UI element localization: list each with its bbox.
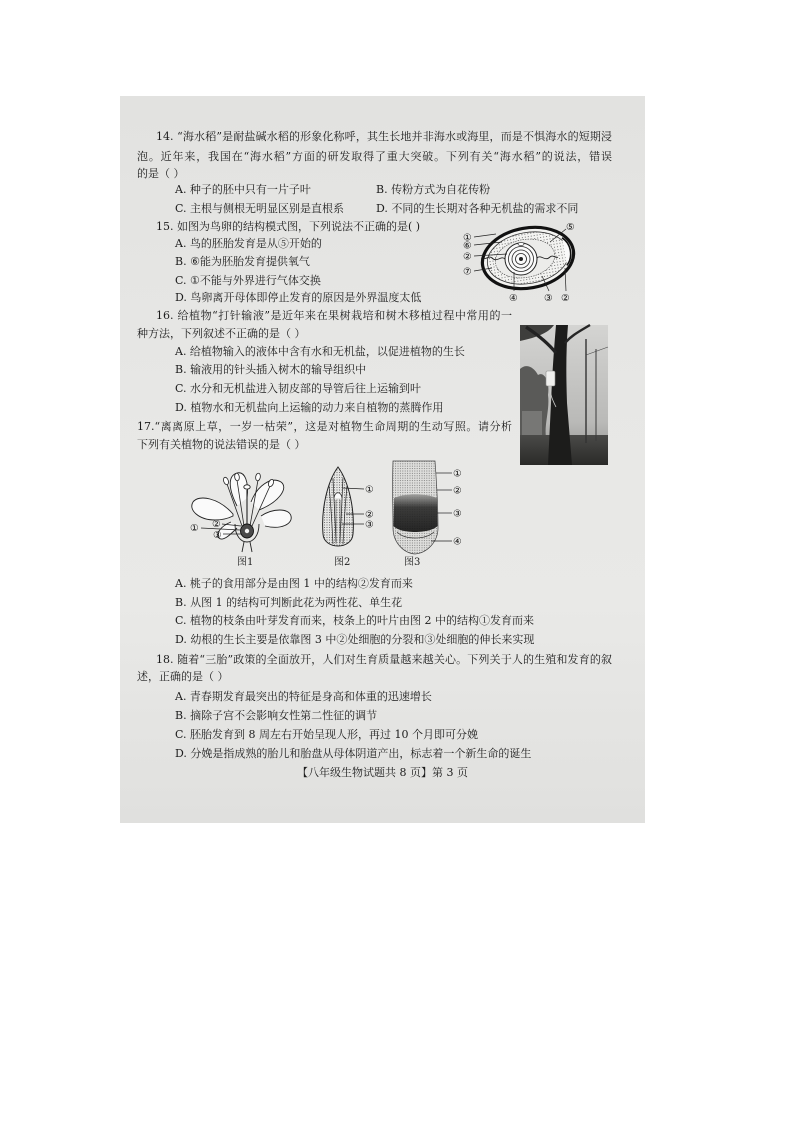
egg-label-1: ① [463, 232, 472, 244]
q18-option-b: B. 摘除子宫不会影响女性第二性征的调节 [175, 709, 378, 722]
q16-option-d: D. 植物水和无机盐向上运输的动力来自植物的蒸腾作用 [175, 401, 444, 414]
q16-stem-line-2: 种方法，下列叙述不正确的是（ ） [137, 327, 306, 340]
q17-option-b: B. 从图 1 的结构可判断此花为两性花、单生花 [175, 596, 403, 609]
photo-iv-bag [546, 371, 555, 386]
flower-label-3: ③ [213, 530, 222, 541]
root-label-2: ② [453, 485, 462, 497]
flower-section-diagram [185, 468, 297, 554]
q14-stem-line-3: 的是（ ） [137, 167, 185, 180]
page-footer: 【八年级生物试题共 8 页】第 3 页 [297, 766, 468, 779]
egg-yolk [505, 243, 537, 275]
root-dark-zone [394, 494, 438, 532]
root-label-3: ③ [453, 508, 462, 520]
q17-stem-line-2: 下列有关植物的说法错误的是（ ） [137, 438, 306, 451]
q16-option-c: C. 水分和无机盐进入韧皮部的导管后往上运输到叶 [175, 382, 422, 395]
egg-label-2-bottom: ② [561, 293, 570, 304]
q18-option-c: C. 胚胎发育到 8 周左右开始呈现人形，再过 10 个月即可分娩 [175, 728, 478, 741]
q15-option-c: C. ①不能与外界进行气体交换 [175, 274, 321, 287]
q17-option-a: A. 桃子的食用部分是由图 1 中的结构②发育而来 [175, 577, 413, 590]
egg-label-5: ⑤ [566, 222, 575, 233]
q18-stem-line-2: 述，正确的是（ ） [137, 670, 229, 683]
q15-option-d: D. 鸟卵离开母体即停止发育的原因是外界温度太低 [175, 291, 422, 304]
q18-option-a: A. 青春期发育最突出的特征是身高和体重的迅速增长 [175, 690, 432, 703]
bud-label-3: ③ [365, 519, 374, 531]
q16-option-b: B. 输液用的针头插入树木的输导组织中 [175, 363, 367, 376]
q18-stem-line-1: 18. 随着“三胎”政策的全面放开，人们对生育质量越来越关心。下列关于人的生殖和发育的叙 [156, 653, 612, 666]
figure-3-caption: 图3 [404, 557, 421, 568]
q18-option-d: D. 分娩是指成熟的胎儿和胎盘从母体阴道产出，标志着一个新生命的诞生 [175, 747, 532, 760]
q14-option-d: D. 不同的生长期对各种无机盐的需求不同 [376, 202, 579, 215]
leaf-bud-section-diagram [316, 464, 378, 556]
germinal-disc [518, 243, 524, 246]
q15-stem-line-1: 15. 如图为鸟卵的结构模式图，下列说法不正确的是( ) [156, 220, 421, 233]
tree-infusion-photo [520, 325, 608, 465]
q15-option-a: A. 鸟的胚胎发育是从⑤开始的 [175, 237, 322, 250]
egg-label-2-left: ② [463, 251, 472, 263]
figure-1-caption: 图1 [237, 557, 254, 568]
bud-label-2: ② [365, 509, 374, 521]
q17-option-c: C. 植物的枝条由叶芽发育而来，枝条上的叶片由图 2 中的结构①发育而来 [175, 614, 535, 627]
q14-stem-line-1: 14. “海水稻”是耐盐碱水稻的形象化称呼，其生长地并非海水或海里，而是不惧海水的短期浸 [156, 130, 613, 143]
q16-stem-line-1: 16. 给植物“打针输液”是近年来在果树栽培和树木移植过程中常用的一 [156, 309, 512, 322]
flower-ovule [245, 529, 249, 533]
bud-outline [323, 467, 354, 546]
q14-option-b: B. 传粉方式为自花传粉 [376, 183, 491, 196]
flower-stalk [242, 542, 252, 552]
photo-building [522, 411, 542, 437]
egg-label-3: ③ [544, 293, 553, 304]
flower-label-1: ① [190, 523, 199, 534]
flower-label-2: ② [212, 519, 221, 530]
egg-label-6: ⑥ [463, 240, 472, 252]
figure-2-caption: 图2 [334, 557, 351, 568]
bud-label-1: ① [365, 484, 374, 496]
q14-option-c: C. 主根与侧根无明显区别是直根系 [175, 202, 345, 215]
q14-stem-line-2: 泡。近年来，我国在“海水稻”方面的研发取得了重大突破。下列有关“海水稻”的说法，错误 [137, 150, 612, 163]
root-tip-section-diagram [385, 458, 473, 556]
q15-option-b: B. ⑥能为胚胎发育提供氧气 [175, 255, 310, 268]
egg-label-7: ⑦ [463, 266, 472, 278]
q16-option-a: A. 给植物输入的液体中含有水和无机盐，以促进植物的生长 [175, 345, 465, 358]
root-label-1: ① [453, 468, 462, 480]
q17-stem-line-1: 17.“离离原上草，一岁一枯荣”，这是对植物生命周期的生动写照。请分析 [137, 420, 512, 433]
egg-structure-diagram [462, 218, 580, 304]
q14-option-a: A. 种子的胚中只有一片子叶 [175, 183, 311, 196]
egg-label-4: ④ [509, 293, 518, 304]
root-label-4: ④ [453, 536, 462, 548]
q17-option-d: D. 幼根的生长主要是依靠图 3 中②处细胞的分裂和③处细胞的伸长来实现 [175, 633, 535, 646]
